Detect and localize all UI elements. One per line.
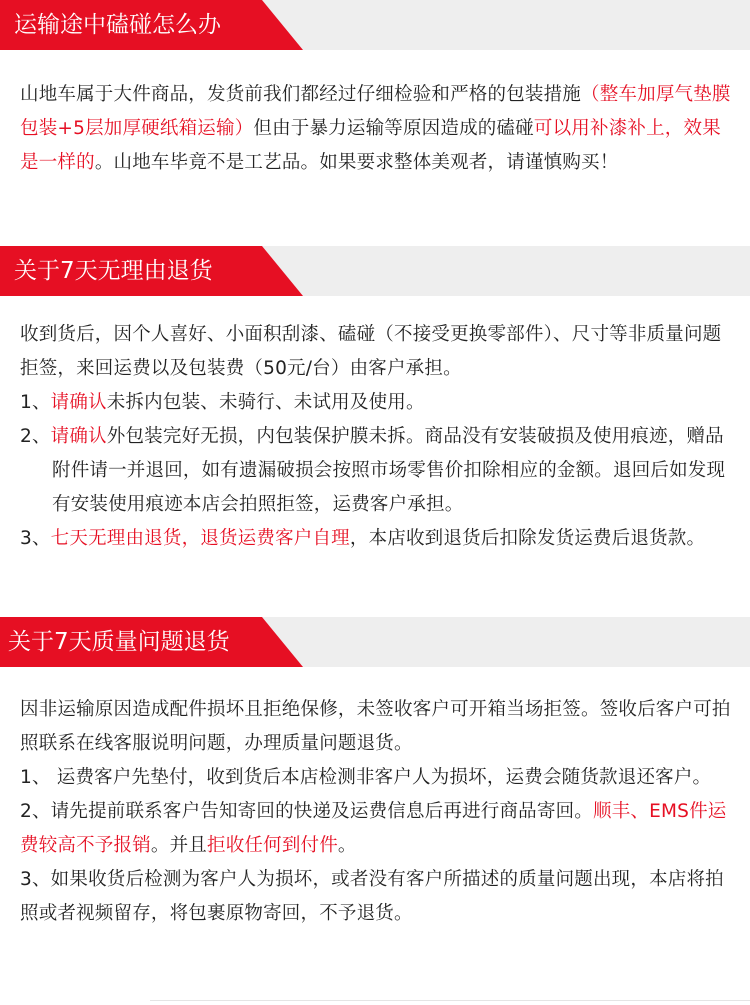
list-item bbox=[20, 420, 732, 522]
list-item: 1、 运费客户先垫付，收到货后本店检测非客户人为损坏，运费会随货款退还客户。 bbox=[20, 767, 712, 788]
text: 2、请先提前联系客户告知寄回的快递及运费信息后再进行商品寄回。 bbox=[20, 801, 593, 822]
highlight-text: 七天无理由退货，退货运费客户自理 bbox=[50, 528, 350, 549]
paragraph bbox=[20, 78, 732, 180]
highlight-text: 可以用补漆补上，效果是一样的 bbox=[20, 118, 721, 173]
section-7day-return bbox=[0, 246, 750, 549]
section-body bbox=[20, 78, 732, 180]
section-body bbox=[20, 693, 732, 931]
text: 。山地车毕竟不是工艺品。如果要求整体美观者，请谨慎购买！ bbox=[94, 152, 619, 173]
paragraph: 因非运输原因造成配件损坏且拒绝保修，未签收客户可开箱当场拒签。签收后客户可拍照联系在线客服说明问题，办理质量问题退货。 bbox=[20, 699, 731, 754]
highlight-text: 拒收任何到付件 bbox=[207, 835, 338, 856]
section-body bbox=[20, 318, 732, 556]
section-header-bar bbox=[0, 617, 750, 667]
list-item bbox=[20, 522, 732, 556]
highlight-text: 顺丰、EMS件运费较高不予报销 bbox=[20, 801, 727, 856]
section-transport-damage bbox=[0, 0, 750, 173]
section-title: 运输途中磕碰怎么办 bbox=[14, 12, 221, 38]
section-title: 关于7天无理由退货 bbox=[14, 258, 213, 284]
text: 外包装完好无损，内包装保护膜未拆。商品没有安装破损及使用痕迹，赠品附件请一并退回，如有遗漏破损会按照市场零售价扣除相应的金额。退回后如发现有安装使用痕迹本店会拍照拒签，运费客户承担。 bbox=[52, 426, 726, 515]
section-quality-return bbox=[0, 617, 750, 924]
list-item: 3、如果收货后检测为客户人为损坏，或者没有客户所描述的质量问题出现，本店将拍照或者视频留存，将包裹原物寄回，不予退货。 bbox=[20, 869, 724, 924]
text: 但由于暴力运输等原因造成的磕碰 bbox=[253, 118, 534, 139]
text: 2、 bbox=[20, 426, 51, 447]
text: 山地车属于大件商品，发货前我们都经过仔细检验和严格的包装措施 bbox=[20, 84, 582, 105]
section-title: 关于7天质量问题退货 bbox=[8, 629, 230, 655]
text: 3、 bbox=[20, 528, 51, 549]
text: 未拆内包装、未骑行、未试用及使用。 bbox=[106, 392, 425, 413]
text: ，本店收到退货后扣除发货运费后退货款。 bbox=[349, 528, 706, 549]
highlight-text: 请确认 bbox=[50, 392, 107, 413]
divider bbox=[150, 1000, 750, 1001]
section-header-bar bbox=[0, 246, 750, 296]
highlight-text: 请确认 bbox=[50, 426, 107, 447]
paragraph: 收到货后，因个人喜好、小面积刮漆、磕碰（不接受更换零部件）、尺寸等非质量问题拒签，来回运费以及包装费（50元/台）由客户承担。 bbox=[20, 324, 722, 379]
highlight-text: （整车加厚气垫膜包装+5层加厚硬纸箱运输） bbox=[20, 84, 731, 139]
list-item bbox=[20, 795, 732, 863]
text: 。 bbox=[337, 835, 357, 856]
text: 。并且 bbox=[150, 835, 208, 856]
text: 1、 bbox=[20, 392, 51, 413]
list-item bbox=[20, 386, 732, 420]
section-header-bar bbox=[0, 0, 750, 50]
